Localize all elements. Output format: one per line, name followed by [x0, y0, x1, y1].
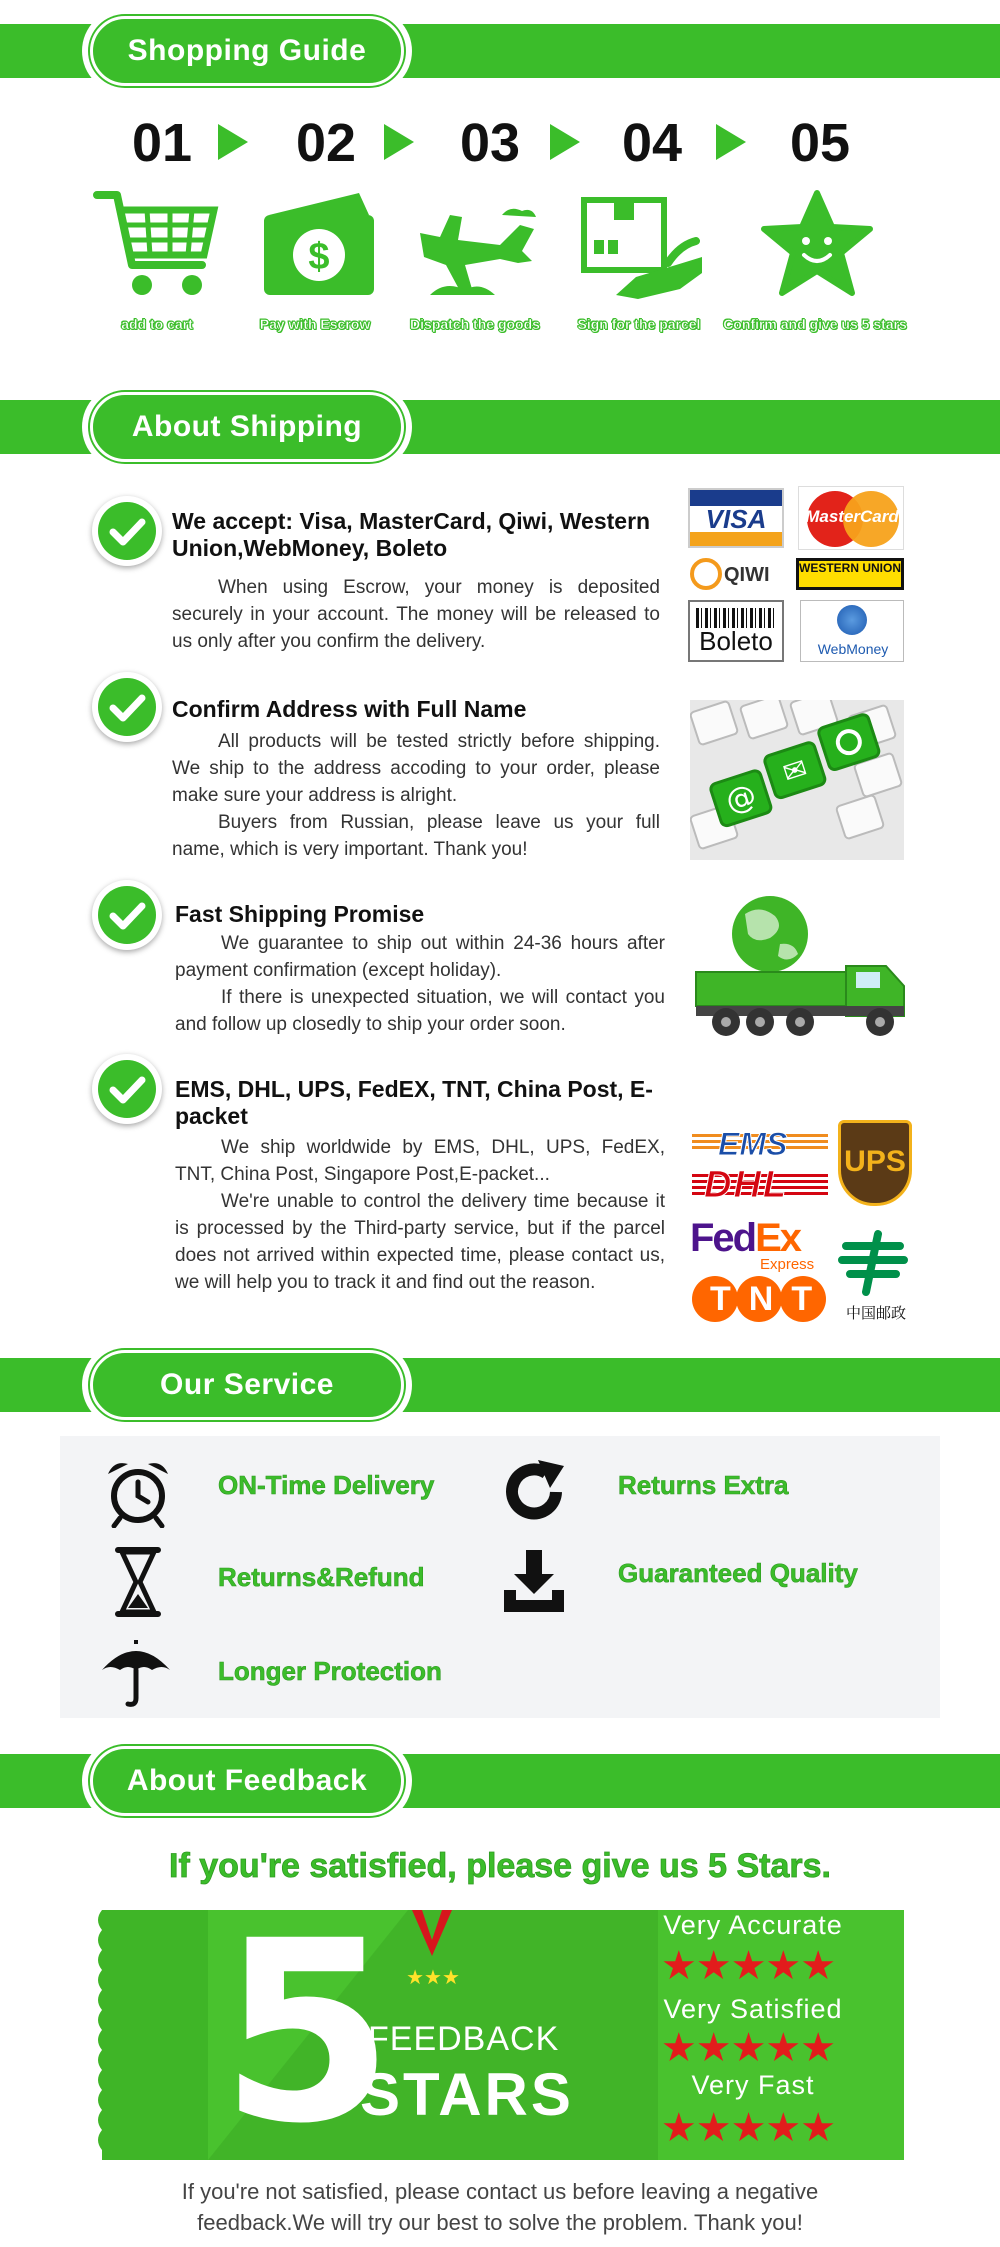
feedback-banner [98, 1910, 904, 2160]
feedback-five: 5 [220, 1910, 394, 2160]
check-icon [92, 880, 162, 950]
hourglass-icon [102, 1546, 174, 1618]
shipping-item-text: We guarantee to ship out within 24-36 hours after payment confirmation (except holiday). If there is unexpected situation, we will contact you and follow up closedly to ship your order soon. [175, 933, 665, 1035]
step-label: Pay with Escrow [259, 316, 371, 332]
payment-logos [684, 484, 906, 666]
smiling-star-icon [752, 185, 882, 305]
section-header-about-feedback [82, 1738, 412, 1824]
check-icon [92, 496, 162, 566]
shipping-item-title: Confirm Address with Full Name [172, 696, 527, 722]
step-arrow-icon [384, 124, 414, 160]
step-label: Dispatch the goods [410, 316, 540, 332]
svg-text:✉: ✉ [778, 751, 812, 790]
step-label: Sign for the parcel [577, 316, 701, 332]
service-label: Returns&Refund [218, 1562, 425, 1592]
stars-word: STARS [360, 2061, 574, 2128]
step-number: 04 [621, 113, 683, 173]
step-arrow-icon [716, 124, 746, 160]
tnt-logo: TNT [692, 1276, 832, 1326]
service-label: Longer Protection [218, 1656, 442, 1686]
service-label: Returns Extra [618, 1470, 789, 1500]
section-title: About Feedback [126, 1764, 368, 1797]
feedback-footer-text: If you're not satisfied, please contact us before leaving a negative feedback.We will try our best to solve the problem. Thank you! [181, 2179, 819, 2235]
dhl-logo: DHL [692, 1168, 828, 1202]
umbrella-icon [100, 1636, 172, 1708]
red-star-row-icon: ★★★★★ [660, 2026, 836, 2070]
parcel-hand-icon [576, 185, 706, 305]
step-number: 03 [459, 113, 521, 173]
svg-text:$: $ [308, 236, 330, 278]
ticket-edge-icon [98, 1910, 110, 2160]
ems-logo: EMS [692, 1126, 828, 1162]
step-arrow-icon [550, 124, 580, 160]
qiwi-logo: QIWI [688, 556, 784, 594]
airplane-icon [410, 185, 540, 305]
section-title: About Shipping [131, 410, 363, 443]
keyboard-email-image [690, 700, 904, 860]
svg-text:@: @ [721, 777, 761, 820]
check-icon [92, 672, 162, 742]
section-title: Our Service [160, 1368, 334, 1401]
rating-label: Very Accurate [663, 1910, 843, 1940]
carrier-logos [688, 1120, 914, 1330]
china-post-emblem-icon [838, 1228, 908, 1298]
section-header-shopping-guide [82, 8, 412, 94]
feedback-headline: If you're satisfied, please give us 5 Stars. [169, 1847, 831, 1885]
step-number: 02 [295, 113, 357, 173]
step-number: 05 [789, 113, 851, 173]
service-label: Guaranteed Quality [618, 1558, 858, 1588]
shipping-item-title: We accept: Visa, MasterCard, Qiwi, Western Union,WebMoney, Boleto [172, 508, 651, 561]
truck-globe-image [690, 894, 910, 1044]
fedex-logo: FedEx Express [690, 1216, 815, 1273]
step-label: add to cart [121, 316, 193, 332]
service-label: ON-Time Delivery [218, 1470, 435, 1500]
western-union-logo: WESTERN UNION [796, 558, 904, 590]
ups-logo: UPS [838, 1120, 912, 1206]
shopping-cart-icon [92, 185, 222, 305]
medal-icon [404, 1910, 464, 2000]
visa-logo: VISA [688, 488, 784, 548]
shipping-item-text: All products will be tested strictly before shipping. We ship to the address accoding to your order, please make sure your address is alright. Buyers from Russian, please leave us your full name, which is very important. Thank you! [172, 731, 660, 860]
feedback-word: FEEDBACK [368, 2020, 560, 2058]
check-icon [92, 1054, 162, 1124]
download-tray-icon [498, 1546, 570, 1618]
china-post-logo: 中国邮政 [838, 1228, 914, 1328]
rating-label: Very Satisfied [663, 1994, 843, 2024]
mastercard-logo: MasterCard [798, 486, 904, 550]
step-arrow-icon [218, 124, 248, 160]
refresh-icon [498, 1456, 570, 1528]
svg-text:★★★: ★★★ [406, 1965, 460, 1989]
alarm-clock-icon [102, 1456, 174, 1528]
step-number: 01 [131, 113, 193, 173]
section-header-our-service [82, 1342, 412, 1428]
boleto-logo: Boleto [688, 600, 784, 662]
shipping-item-title: Fast Shipping Promise [175, 901, 425, 927]
shipping-item-text: We ship worldwide by EMS, DHL, UPS, FedEX, TNT, China Post, Singapore Post,E-packet... We're unable to control the delivery time because it is processed by the Third-party service, but if the parcel does not arrived within expected time, please contact us, we will help you to track it and find out the reason. [175, 1137, 665, 1293]
webmoney-logo: WebMoney [800, 600, 904, 662]
rating-label: Very Fast [691, 2070, 815, 2100]
section-title: Shopping Guide [127, 34, 367, 67]
shipping-item-text: When using Escrow, your money is deposited securely in your account. The money will be released to us only after you confirm the delivery. [172, 577, 660, 652]
red-star-row-icon: ★★★★★ [660, 1944, 836, 1988]
money-icon [254, 185, 384, 305]
red-star-row-icon: ★★★★★ [660, 2106, 836, 2150]
section-header-about-shipping [82, 384, 412, 470]
step-label: Confirm and give us 5 stars [723, 316, 907, 332]
shipping-item-title: EMS, DHL, UPS, FedEX, TNT, China Post, E-packet [175, 1076, 653, 1129]
